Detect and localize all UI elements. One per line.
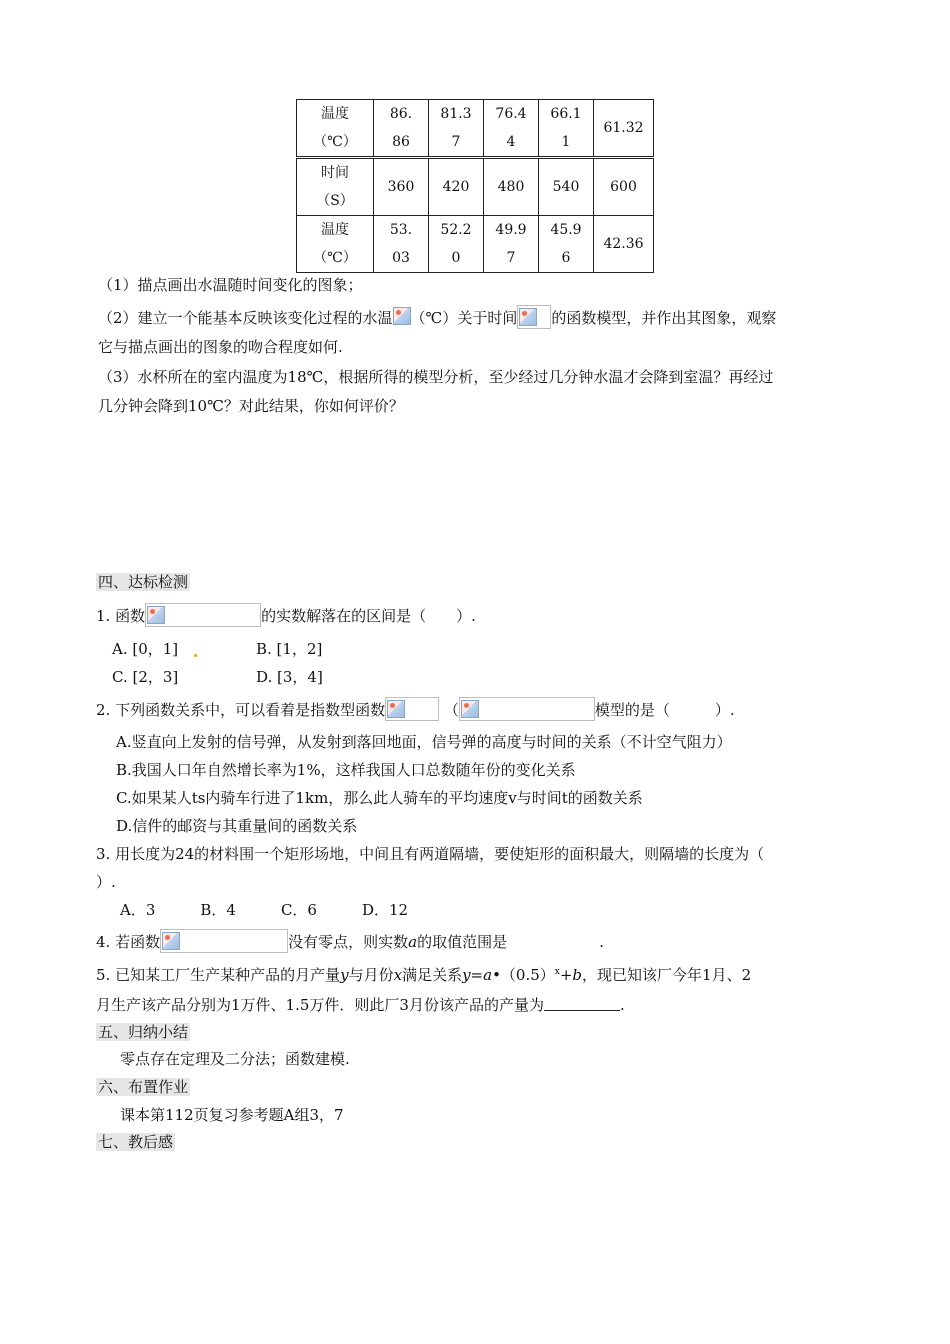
table-cell: 4 (506, 134, 516, 150)
item-3-options: A．3 B．4 C．6 D．12 (120, 901, 409, 919)
table-cell: 86. (389, 106, 413, 122)
row-unit: （℃） (313, 134, 357, 150)
formula-image-box (459, 697, 595, 721)
item-5-line1: 5. 已知某工厂生产某种产品的月产量y与月份x满足关系$y=a•(0.5)^x+b$，现已知该厂今年1月、2 (96, 966, 752, 984)
table-row (297, 216, 654, 273)
table-cell: 53. (389, 222, 413, 238)
item-3-line2: ）. (96, 873, 116, 891)
section-7-heading: 七、教后感 (98, 1133, 174, 1151)
question-2-line1: （2）建立一个能基本反映该变化过程的水温 （℃）关于时间 的函数模型，并作出其图象，观察 (98, 305, 776, 329)
formula-image-icon (387, 700, 405, 718)
table-cell: 86 (392, 134, 410, 150)
table-row (297, 158, 654, 216)
table-cell: 480 (497, 179, 525, 195)
item-2: 2. 下列函数关系中，可以看着是指数型函数 （ 模型的是（ ）. (96, 697, 735, 721)
row-unit: （S） (316, 193, 354, 209)
formula-image-box (145, 603, 261, 627)
table-cell: 81.3 (440, 106, 472, 122)
question-3-line2: 几分钟会降到10℃？对此结果，你如何评价？ (98, 397, 404, 415)
table-cell: 61.32 (603, 120, 644, 136)
table-cell: 600 (610, 179, 637, 195)
table-cell: 49.9 (495, 222, 527, 238)
table-cell: 6 (561, 250, 571, 266)
table-row (297, 100, 654, 158)
formula-image-box (385, 697, 439, 721)
answer-blank (544, 996, 620, 1011)
item-2-option-d: D.信件的邮资与其重量间的函数关系 (116, 817, 358, 835)
item-2-option-c: C.如果某人ts内骑车行进了1km，那么此人骑车的平均速度v与时间t的函数关系 (116, 789, 643, 807)
formula-image-icon (147, 606, 165, 624)
table-cell: 0 (451, 250, 461, 266)
table-cell: 42.36 (603, 236, 644, 252)
item-3-line1: 3. 用长度为24的材料围一个矩形场地，中间且有两道隔墙，要使矩形的面积最大，则隔墙的长度为（ (96, 845, 765, 863)
section-4-heading: 四、达标检测 (98, 573, 189, 591)
table-cell: 1 (561, 134, 571, 150)
question-3-line1: （3）水杯所在的室内温度为18℃，根据所得的模型分析，至少经过几分钟水温才会降到室温？再经过 (98, 368, 774, 386)
data-table (296, 99, 654, 273)
item-2-option-b: B.我国人口年自然增长率为1%，这样我国人口总数随年份的变化关系 (116, 761, 576, 779)
formula-image-icon (393, 307, 411, 325)
table-cell: 7 (451, 134, 461, 150)
formula-image-box (517, 305, 551, 329)
row-label: 温度 (321, 222, 349, 238)
item-1-option-a: A. [0，1] (112, 638, 199, 659)
formula-image-box (160, 929, 288, 953)
item-5-line2: 月生产该产品分别为1万件、1.5万件．则此厂3月份该产品的产量为 . (96, 996, 625, 1014)
item-4: 4. 若函数 没有零点，则实数a的取值范围是 . (96, 929, 604, 953)
section-6-heading: 六、布置作业 (98, 1078, 189, 1096)
formula-image-icon (519, 308, 537, 326)
question-2-line2: 它与描点画出的图象的吻合程度如何. (98, 338, 343, 356)
table-cell: 03 (392, 250, 410, 266)
formula-image-icon (162, 932, 180, 950)
table-cell: 420 (442, 179, 470, 195)
item-2-option-a: A.竖直向上发射的信号弹，从发射到落回地面，信号弹的高度与时间的关系（不计空气阻力） (116, 733, 732, 751)
question-1: （1）描点画出水温随时间变化的图象； (98, 276, 363, 294)
table-cell: 66.1 (550, 106, 582, 122)
section-5-body: 零点存在定理及二分法；函数建模. (120, 1050, 350, 1068)
row-label: 温度 (321, 106, 349, 122)
item-1: 1. 函数 的实数解落在的区间是（ ）. (96, 603, 476, 627)
item-1-option-c: C. [2，3] (112, 668, 179, 686)
formula-image-icon (461, 700, 479, 718)
item-1-option-b: B. [1，2] (256, 640, 323, 658)
table-cell: 76.4 (495, 106, 527, 122)
section-5-heading: 五、归纳小结 (98, 1023, 189, 1041)
table-cell: 45.9 (550, 222, 582, 238)
item-1-option-d: D. [3，4] (256, 668, 323, 686)
table-cell: 7 (506, 250, 516, 266)
row-label: 时间 (321, 165, 349, 181)
table-cell: 360 (387, 179, 415, 195)
row-unit: （℃） (313, 250, 357, 266)
table-cell: 540 (552, 179, 580, 195)
section-6-body: 课本第112页复习参考题A组3，7 (120, 1106, 344, 1124)
table-cell: 52.2 (440, 222, 472, 238)
